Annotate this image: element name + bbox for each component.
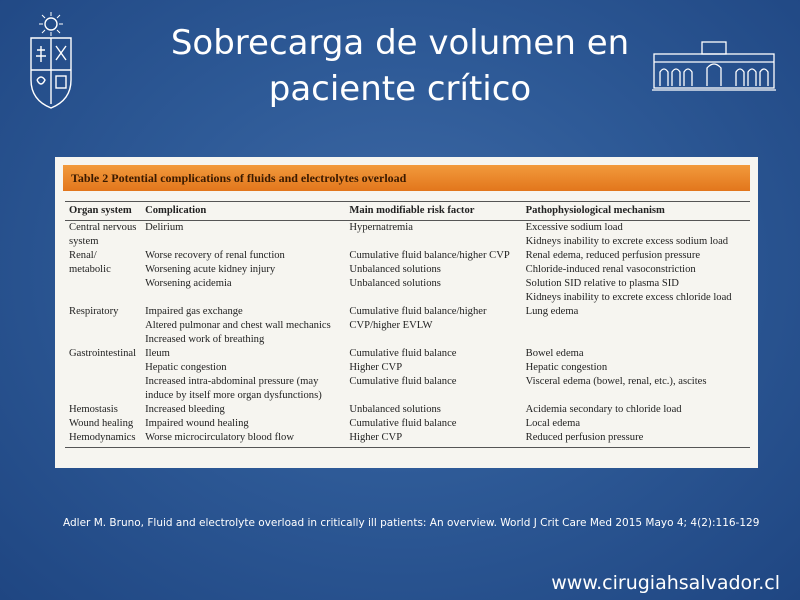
- table-cell: Solution SID relative to plasma SID: [525, 278, 679, 289]
- table-cell: [65, 361, 141, 375]
- table-cell: Kidneys inability to excrete excess sodium load: [525, 236, 729, 247]
- table-cell: Increased bleeding: [145, 404, 225, 415]
- table-cell: Central nervous: [69, 222, 137, 233]
- title-line-1: Sobrecarga de volumen en: [170, 23, 630, 63]
- website-url: www.cirugiahsalvador.cl: [551, 572, 780, 594]
- table-cell: [65, 291, 141, 305]
- header-mechanism: Pathophysiological mechanism: [522, 202, 750, 221]
- table-cell: Respiratory: [69, 306, 119, 317]
- table-cell: Hypernatremia: [349, 222, 413, 233]
- header-complication: Complication: [141, 202, 345, 221]
- table-cell: Hemodynamics: [65, 431, 141, 448]
- table-cell: [65, 277, 141, 291]
- table-cell: Impaired gas exchange: [145, 306, 243, 317]
- table-cell: Impaired wound healing: [145, 418, 249, 429]
- table-row: [65, 333, 750, 347]
- table-row: [65, 361, 750, 375]
- table-cell: Higher CVP: [349, 362, 403, 373]
- complications-table-figure: [55, 157, 758, 468]
- table-cell: [522, 319, 750, 333]
- table-cell: Bowel edema: [525, 348, 584, 359]
- table-cell: Renal edema, reduced perfusion pressure: [525, 250, 701, 261]
- table-cell: Higher CVP: [345, 431, 521, 448]
- table-cell: Cumulative fluid balance: [349, 376, 457, 387]
- table-cell: Wound healing: [69, 418, 134, 429]
- table-cell: Renal/: [69, 250, 97, 261]
- table-cell: [522, 389, 750, 403]
- university-crest-icon: [25, 10, 77, 110]
- table-header-row: [65, 202, 750, 221]
- table-cell: Visceral edema (bowel, renal, etc.), ascites: [525, 376, 707, 387]
- table-row: [65, 417, 750, 431]
- table-cell: Increased work of breathing: [145, 334, 265, 345]
- table-cell: Worse microcirculatory blood flow: [141, 431, 345, 448]
- table-row: [65, 249, 750, 263]
- table-cell: [65, 333, 141, 347]
- table-cell: [65, 375, 141, 389]
- table-cell: [141, 291, 345, 305]
- table-cell: Hepatic congestion: [145, 362, 227, 373]
- title-line-2: paciente crítico: [268, 69, 532, 109]
- table-cell: Lung edema: [525, 306, 579, 317]
- table-row: [65, 221, 750, 236]
- table-cell: Unbalanced solutions: [349, 278, 441, 289]
- table-cell: Unbalanced solutions: [349, 264, 441, 275]
- table-row: [65, 403, 750, 417]
- table-cell: Acidemia secondary to chloride load: [525, 404, 682, 415]
- table-cell: Hemostasis: [69, 404, 118, 415]
- table-cell: [345, 291, 521, 305]
- table-cell: Increased intra-abdominal pressure (may: [145, 376, 319, 387]
- table-cell: Worsening acidemia: [145, 278, 232, 289]
- table-cell: Unbalanced solutions: [349, 404, 441, 415]
- table-row: [65, 389, 750, 403]
- table-cell: Cumulative fluid balance/higher: [349, 306, 487, 317]
- table-cell: Cumulative fluid balance/higher CVP: [349, 250, 510, 261]
- header-organ-system: Organ system: [65, 202, 141, 221]
- table-cell: Delirium: [145, 222, 184, 233]
- table-cell: [522, 333, 750, 347]
- table-row: [65, 375, 750, 389]
- table-cell: Hepatic congestion: [525, 362, 608, 373]
- table-row: [65, 319, 750, 333]
- table-cell: [65, 389, 141, 403]
- table-row: [65, 431, 750, 448]
- table-row: [65, 347, 750, 361]
- table-cell: Ileum: [145, 348, 170, 359]
- table-cell: Local edema: [525, 418, 581, 429]
- table-cell: [345, 235, 521, 249]
- table-cell: induce by itself more organ dysfunctions): [145, 390, 322, 401]
- slide-title: [110, 20, 690, 112]
- table-row: [65, 305, 750, 319]
- table-cell: Gastrointestinal: [69, 348, 137, 359]
- table-row: [65, 291, 750, 305]
- table-cell: Worsening acute kidney injury: [145, 264, 276, 275]
- table-row: [65, 277, 750, 291]
- table-caption: Table 2 Potential complications of fluids and electrolytes overload: [63, 165, 750, 191]
- hospital-building-icon: [652, 40, 776, 92]
- table-cell: Reduced perfusion pressure: [522, 431, 750, 448]
- table-cell: [345, 389, 521, 403]
- table-cell: Cumulative fluid balance: [349, 348, 457, 359]
- table-cell: [141, 235, 345, 249]
- table-cell: Worse recovery of renal function: [145, 250, 285, 261]
- citation-text: Adler M. Bruno, Fluid and electrolyte overload in critically ill patients: An overview. World J Crit Care Med 2015 Mayo 4; 4(2):116-129: [63, 517, 760, 529]
- table-cell: CVP/higher EVLW: [349, 320, 433, 331]
- table-row: [65, 235, 750, 249]
- table-cell: [65, 319, 141, 333]
- table-cell: system: [69, 236, 99, 247]
- complications-table: [65, 201, 750, 448]
- header-risk-factor: Main modifiable risk factor: [345, 202, 521, 221]
- table-cell: Cumulative fluid balance: [349, 418, 457, 429]
- table-cell: Excessive sodium load: [525, 222, 623, 233]
- table-cell: [345, 333, 521, 347]
- table-cell: Altered pulmonar and chest wall mechanics: [145, 320, 331, 331]
- table-row: [65, 263, 750, 277]
- table-cell: Kidneys inability to excrete excess chloride load: [525, 292, 732, 303]
- table-cell: Chloride-induced renal vasoconstriction: [525, 264, 696, 275]
- table-cell: metabolic: [69, 264, 111, 275]
